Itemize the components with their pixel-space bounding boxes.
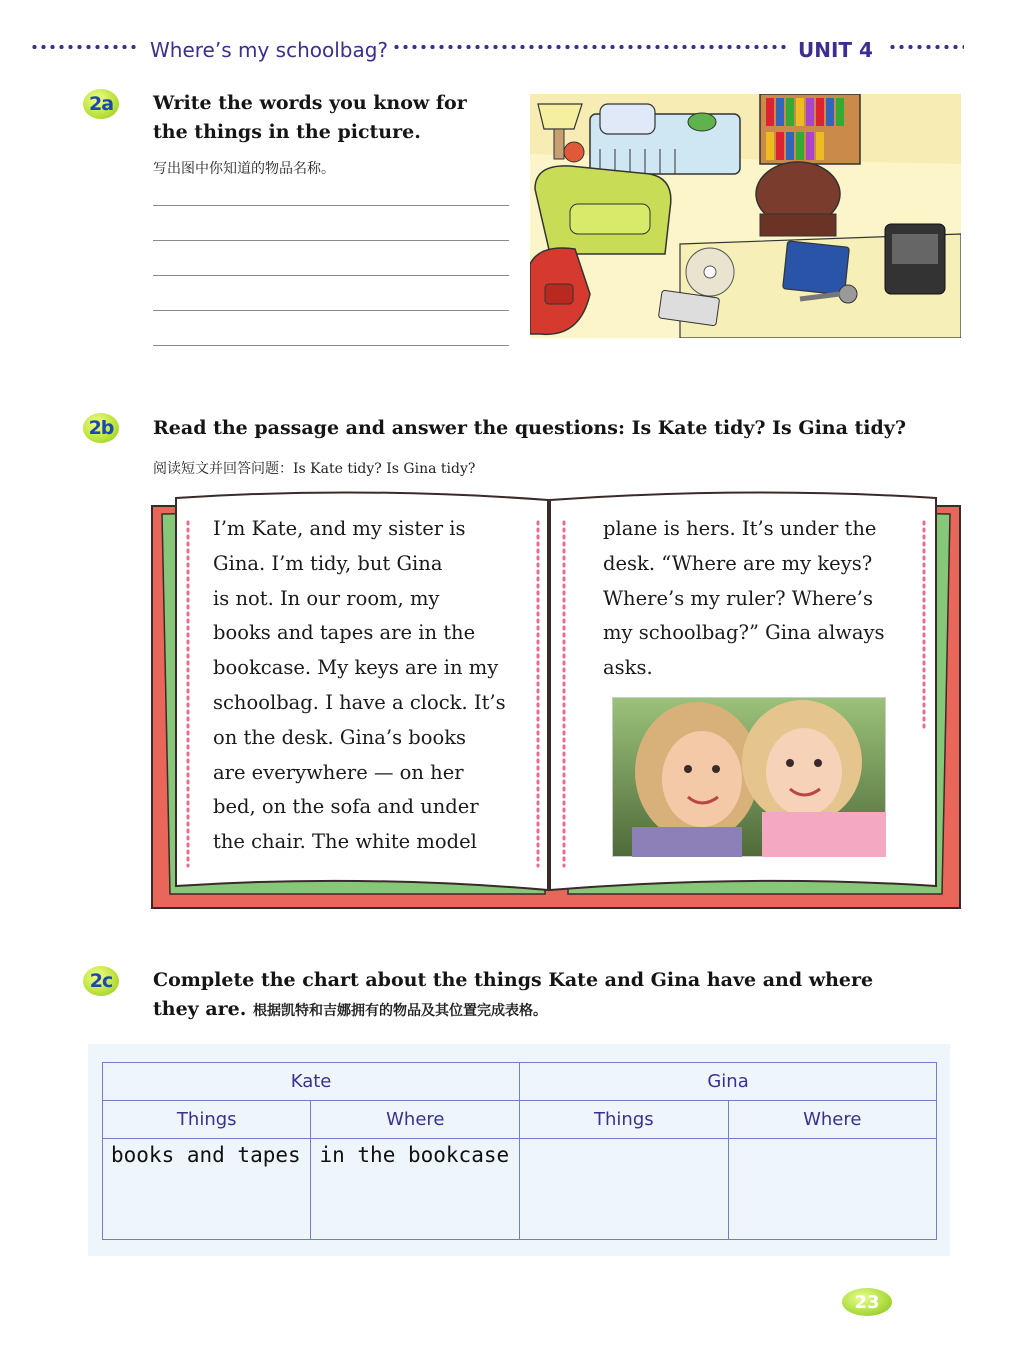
chinese-2a: 写出图中你知道的物品名称。 [153, 161, 335, 177]
passage-line: books and tapes are in the [213, 621, 476, 645]
passage-line: are everywhere — on her [213, 760, 464, 784]
chinese-2c: 根据凯特和吉娜拥有的物品及其位置完成表格。 [252, 1003, 547, 1019]
passage-line: bookcase. My keys are in my [213, 656, 499, 680]
gina-where-header: Where [728, 1101, 936, 1139]
instruction-2b: Read the passage and answer the questions: Is Kate tidy? Is Gina tidy? [153, 417, 906, 439]
passage-line: Gina. I’m tidy, but Gina [213, 551, 443, 575]
passage-line: my schoolbag?” Gina always [603, 621, 885, 645]
passage-line: asks. [603, 656, 653, 680]
instruction-2c-line2: they are. [153, 998, 247, 1020]
right-page-text [603, 512, 885, 686]
passage-line: the chair. The white model [213, 830, 477, 854]
page-number: 23 [842, 1288, 892, 1316]
instruction-2a [153, 89, 467, 147]
instruction-2c-line1: Complete the chart about the things Kate and Gina have and where [153, 969, 874, 991]
gina-things-cell[interactable] [520, 1139, 728, 1240]
header-dots-left [30, 44, 138, 50]
badge-2a: 2a [83, 89, 119, 119]
header-dots-right [888, 44, 964, 50]
answer-line-4[interactable] [153, 310, 509, 311]
kate-things-header: Things [103, 1101, 311, 1139]
kate-where-header: Where [311, 1101, 520, 1139]
answer-line-1[interactable] [153, 205, 509, 206]
left-page-text [213, 512, 506, 860]
kate-where-cell[interactable]: in the bookcase [311, 1139, 520, 1240]
gina-where-cell[interactable] [728, 1139, 936, 1240]
instruction-2c [153, 966, 873, 1026]
badge-2b: 2b [83, 413, 119, 443]
gina-header: Gina [520, 1063, 937, 1101]
answer-line-5[interactable] [153, 345, 509, 346]
passage-line: I’m Kate, and my sister is [213, 517, 466, 540]
instruction-2a-line2: the things in the picture. [153, 121, 421, 143]
passage-line: bed, on the sofa and under [213, 795, 479, 819]
kate-header: Kate [103, 1063, 520, 1101]
header-title: Where’s my schoolbag? [150, 38, 389, 62]
badge-2c: 2c [83, 966, 119, 996]
instruction-2a-line1: Write the words you know for [153, 92, 467, 114]
things-chart [102, 1062, 937, 1240]
answer-line-3[interactable] [153, 275, 509, 276]
kate-things-cell[interactable]: books and tapes [103, 1139, 311, 1240]
passage-line: desk. “Where are my keys? [603, 551, 873, 575]
gina-things-header: Things [520, 1101, 728, 1139]
passage-line: plane is hers. It’s under the [603, 517, 877, 540]
girls-photo [612, 697, 886, 857]
unit-label: UNIT 4 [798, 38, 873, 62]
answer-line-2[interactable] [153, 240, 509, 241]
passage-line: schoolbag. I have a clock. It’s [213, 690, 506, 714]
messy-room-illustration [530, 94, 961, 338]
passage-line: Where’s my ruler? Where’s [603, 586, 873, 610]
passage-line: is not. In our room, my [213, 586, 440, 610]
header-dots-middle [392, 44, 790, 50]
passage-line: on the desk. Gina’s books [213, 725, 467, 749]
running-header [30, 38, 970, 68]
chinese-2b: 阅读短文并回答问题：Is Kate tidy? Is Gina tidy? [153, 461, 476, 477]
instruction-2c-line2-wrap [153, 995, 873, 1026]
